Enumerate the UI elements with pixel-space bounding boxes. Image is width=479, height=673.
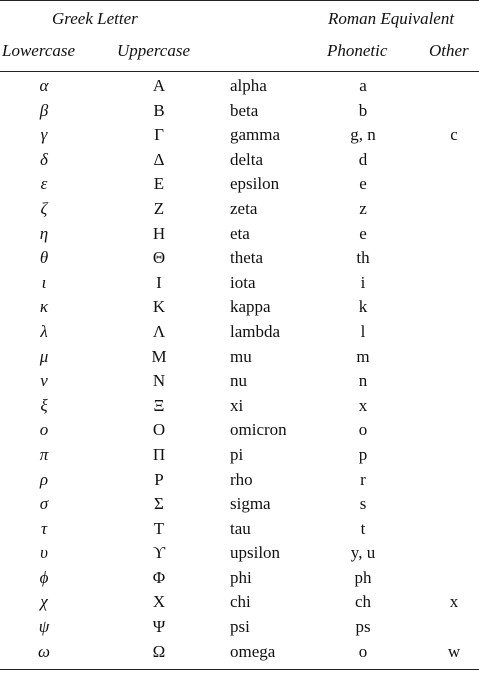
uppercase-cell: Φ bbox=[152, 567, 166, 587]
phonetic-cell: ph bbox=[354, 567, 372, 587]
letter-name-cell: iota bbox=[230, 272, 256, 292]
header-roman-equivalent: Roman Equivalent bbox=[328, 9, 455, 28]
table-row bbox=[0, 74, 479, 99]
phonetic-cell: o bbox=[358, 641, 368, 661]
letter-name-cell: kappa bbox=[230, 297, 271, 317]
phonetic-cell: d bbox=[358, 149, 368, 169]
letter-name-cell: omicron bbox=[230, 420, 287, 440]
lowercase-cell: ζ bbox=[40, 198, 48, 218]
letter-name-cell: tau bbox=[230, 518, 251, 538]
table-row bbox=[0, 271, 479, 296]
uppercase-cell: Θ bbox=[152, 248, 166, 268]
uppercase-cell: Ρ bbox=[154, 469, 164, 489]
letter-name-cell: epsilon bbox=[230, 174, 280, 194]
uppercase-cell: Κ bbox=[152, 297, 166, 317]
lowercase-cell: π bbox=[39, 444, 49, 464]
table-row bbox=[0, 345, 479, 370]
phonetic-cell: r bbox=[360, 469, 366, 489]
phonetic-cell: ps bbox=[355, 617, 371, 637]
lowercase-cell: θ bbox=[39, 248, 49, 268]
lowercase-cell: τ bbox=[40, 518, 48, 538]
phonetic-cell: l bbox=[360, 321, 366, 341]
lowercase-cell: α bbox=[39, 76, 49, 95]
letter-name-cell: zeta bbox=[230, 198, 258, 218]
uppercase-cell: Η bbox=[152, 223, 166, 243]
uppercase-cell: Δ bbox=[153, 149, 165, 169]
phonetic-cell: s bbox=[359, 494, 367, 514]
phonetic-cell: z bbox=[359, 198, 367, 218]
table-row bbox=[0, 222, 479, 247]
table-row bbox=[0, 517, 479, 542]
table-row bbox=[0, 99, 479, 124]
header-greek-letter: Greek Letter bbox=[52, 9, 138, 28]
header-rule bbox=[0, 71, 479, 72]
table-row bbox=[0, 197, 479, 222]
table-body bbox=[0, 74, 479, 664]
table-row bbox=[0, 468, 479, 493]
table-row bbox=[0, 369, 479, 394]
lowercase-cell: γ bbox=[40, 125, 48, 145]
header-phonetic: Phonetic bbox=[327, 41, 388, 60]
table-row bbox=[0, 566, 479, 591]
other-cell: w bbox=[447, 641, 461, 661]
header-uppercase: Uppercase bbox=[117, 41, 191, 60]
lowercase-cell: ψ bbox=[38, 617, 50, 637]
lowercase-cell: μ bbox=[39, 346, 49, 366]
letter-name-cell: psi bbox=[230, 617, 250, 637]
phonetic-cell: k bbox=[358, 297, 368, 317]
uppercase-cell: Ο bbox=[152, 420, 166, 440]
table-row bbox=[0, 615, 479, 640]
letter-name-cell: eta bbox=[230, 223, 250, 243]
phonetic-cell: a bbox=[359, 76, 367, 95]
header-lowercase: Lowercase bbox=[2, 41, 76, 60]
table-row bbox=[0, 590, 479, 615]
letter-name-cell: lambda bbox=[230, 321, 281, 341]
phonetic-cell: i bbox=[360, 272, 366, 292]
letter-name-cell: alpha bbox=[230, 76, 267, 95]
other-cell: x bbox=[449, 592, 459, 612]
uppercase-cell: Τ bbox=[153, 518, 165, 538]
top-rule bbox=[0, 0, 479, 1]
uppercase-cell: Σ bbox=[154, 494, 164, 514]
table-row bbox=[0, 541, 479, 566]
lowercase-cell: ξ bbox=[40, 395, 48, 415]
phonetic-cell: b bbox=[358, 100, 368, 120]
letter-name-cell: rho bbox=[230, 469, 253, 489]
letter-name-cell: delta bbox=[230, 149, 264, 169]
lowercase-cell: δ bbox=[40, 149, 48, 169]
lowercase-cell: υ bbox=[40, 543, 48, 563]
letter-name-cell: pi bbox=[230, 444, 244, 464]
letter-name-cell: theta bbox=[230, 248, 264, 268]
uppercase-cell: Π bbox=[152, 444, 166, 464]
phonetic-cell: e bbox=[359, 223, 367, 243]
phonetic-cell: g, n bbox=[350, 125, 376, 145]
uppercase-cell: Μ bbox=[151, 346, 167, 366]
lowercase-cell: κ bbox=[39, 297, 49, 317]
letter-name-cell: xi bbox=[230, 395, 244, 415]
letter-name-cell: phi bbox=[230, 567, 252, 587]
lowercase-cell: χ bbox=[40, 592, 48, 612]
uppercase-cell: Α bbox=[152, 76, 166, 95]
phonetic-cell: o bbox=[358, 420, 368, 440]
letter-name-cell: beta bbox=[230, 100, 259, 120]
lowercase-cell: ν bbox=[40, 371, 48, 391]
table-row bbox=[0, 246, 479, 271]
bottom-rule bbox=[0, 669, 479, 670]
lowercase-cell: ω bbox=[37, 641, 50, 661]
uppercase-cell: Ψ bbox=[152, 617, 166, 637]
phonetic-cell: p bbox=[358, 444, 368, 464]
lowercase-cell: β bbox=[39, 100, 49, 120]
lowercase-cell: λ bbox=[40, 321, 48, 341]
table-row bbox=[0, 172, 479, 197]
other-cell: c bbox=[450, 125, 458, 145]
uppercase-cell: ϒ bbox=[152, 543, 166, 563]
letter-name-cell: upsilon bbox=[230, 543, 281, 563]
letter-name-cell: gamma bbox=[230, 125, 281, 145]
table-row bbox=[0, 320, 479, 345]
table-row bbox=[0, 418, 479, 443]
table-row bbox=[0, 123, 479, 148]
phonetic-cell: ch bbox=[354, 592, 372, 612]
phonetic-cell: th bbox=[356, 248, 370, 268]
lowercase-cell: ε bbox=[40, 174, 48, 194]
phonetic-cell: e bbox=[359, 174, 367, 194]
lowercase-cell: ο bbox=[39, 420, 49, 440]
uppercase-cell: Ι bbox=[156, 272, 162, 292]
lowercase-cell: σ bbox=[39, 494, 49, 514]
letter-name-cell: chi bbox=[230, 592, 251, 612]
phonetic-cell: m bbox=[356, 346, 370, 366]
uppercase-cell: Γ bbox=[154, 125, 164, 145]
letter-name-cell: nu bbox=[230, 371, 247, 391]
table-row bbox=[0, 394, 479, 419]
uppercase-cell: Ω bbox=[152, 641, 166, 661]
phonetic-cell: y, u bbox=[350, 543, 376, 563]
lowercase-cell: ι bbox=[41, 272, 47, 292]
phonetic-cell: x bbox=[358, 395, 368, 415]
phonetic-cell: t bbox=[360, 518, 366, 538]
uppercase-cell: Ν bbox=[152, 371, 166, 391]
phonetic-cell: n bbox=[358, 371, 368, 391]
uppercase-cell: Ξ bbox=[153, 395, 165, 415]
header-other: Other bbox=[429, 41, 469, 60]
table-row bbox=[0, 443, 479, 468]
table-row bbox=[0, 492, 479, 517]
uppercase-cell: Ζ bbox=[153, 198, 165, 218]
letter-name-cell: omega bbox=[230, 641, 276, 661]
table-row bbox=[0, 640, 479, 665]
uppercase-cell: Β bbox=[153, 100, 165, 120]
lowercase-cell: ϕ bbox=[39, 567, 49, 587]
uppercase-cell: Λ bbox=[152, 321, 166, 341]
table-row bbox=[0, 148, 479, 173]
uppercase-cell: Χ bbox=[152, 592, 166, 612]
letter-name-cell: mu bbox=[230, 346, 252, 366]
lowercase-cell: η bbox=[39, 223, 49, 243]
lowercase-cell: ρ bbox=[39, 469, 49, 489]
table-row bbox=[0, 295, 479, 320]
uppercase-cell: Ε bbox=[153, 174, 165, 194]
letter-name-cell: sigma bbox=[230, 494, 271, 514]
